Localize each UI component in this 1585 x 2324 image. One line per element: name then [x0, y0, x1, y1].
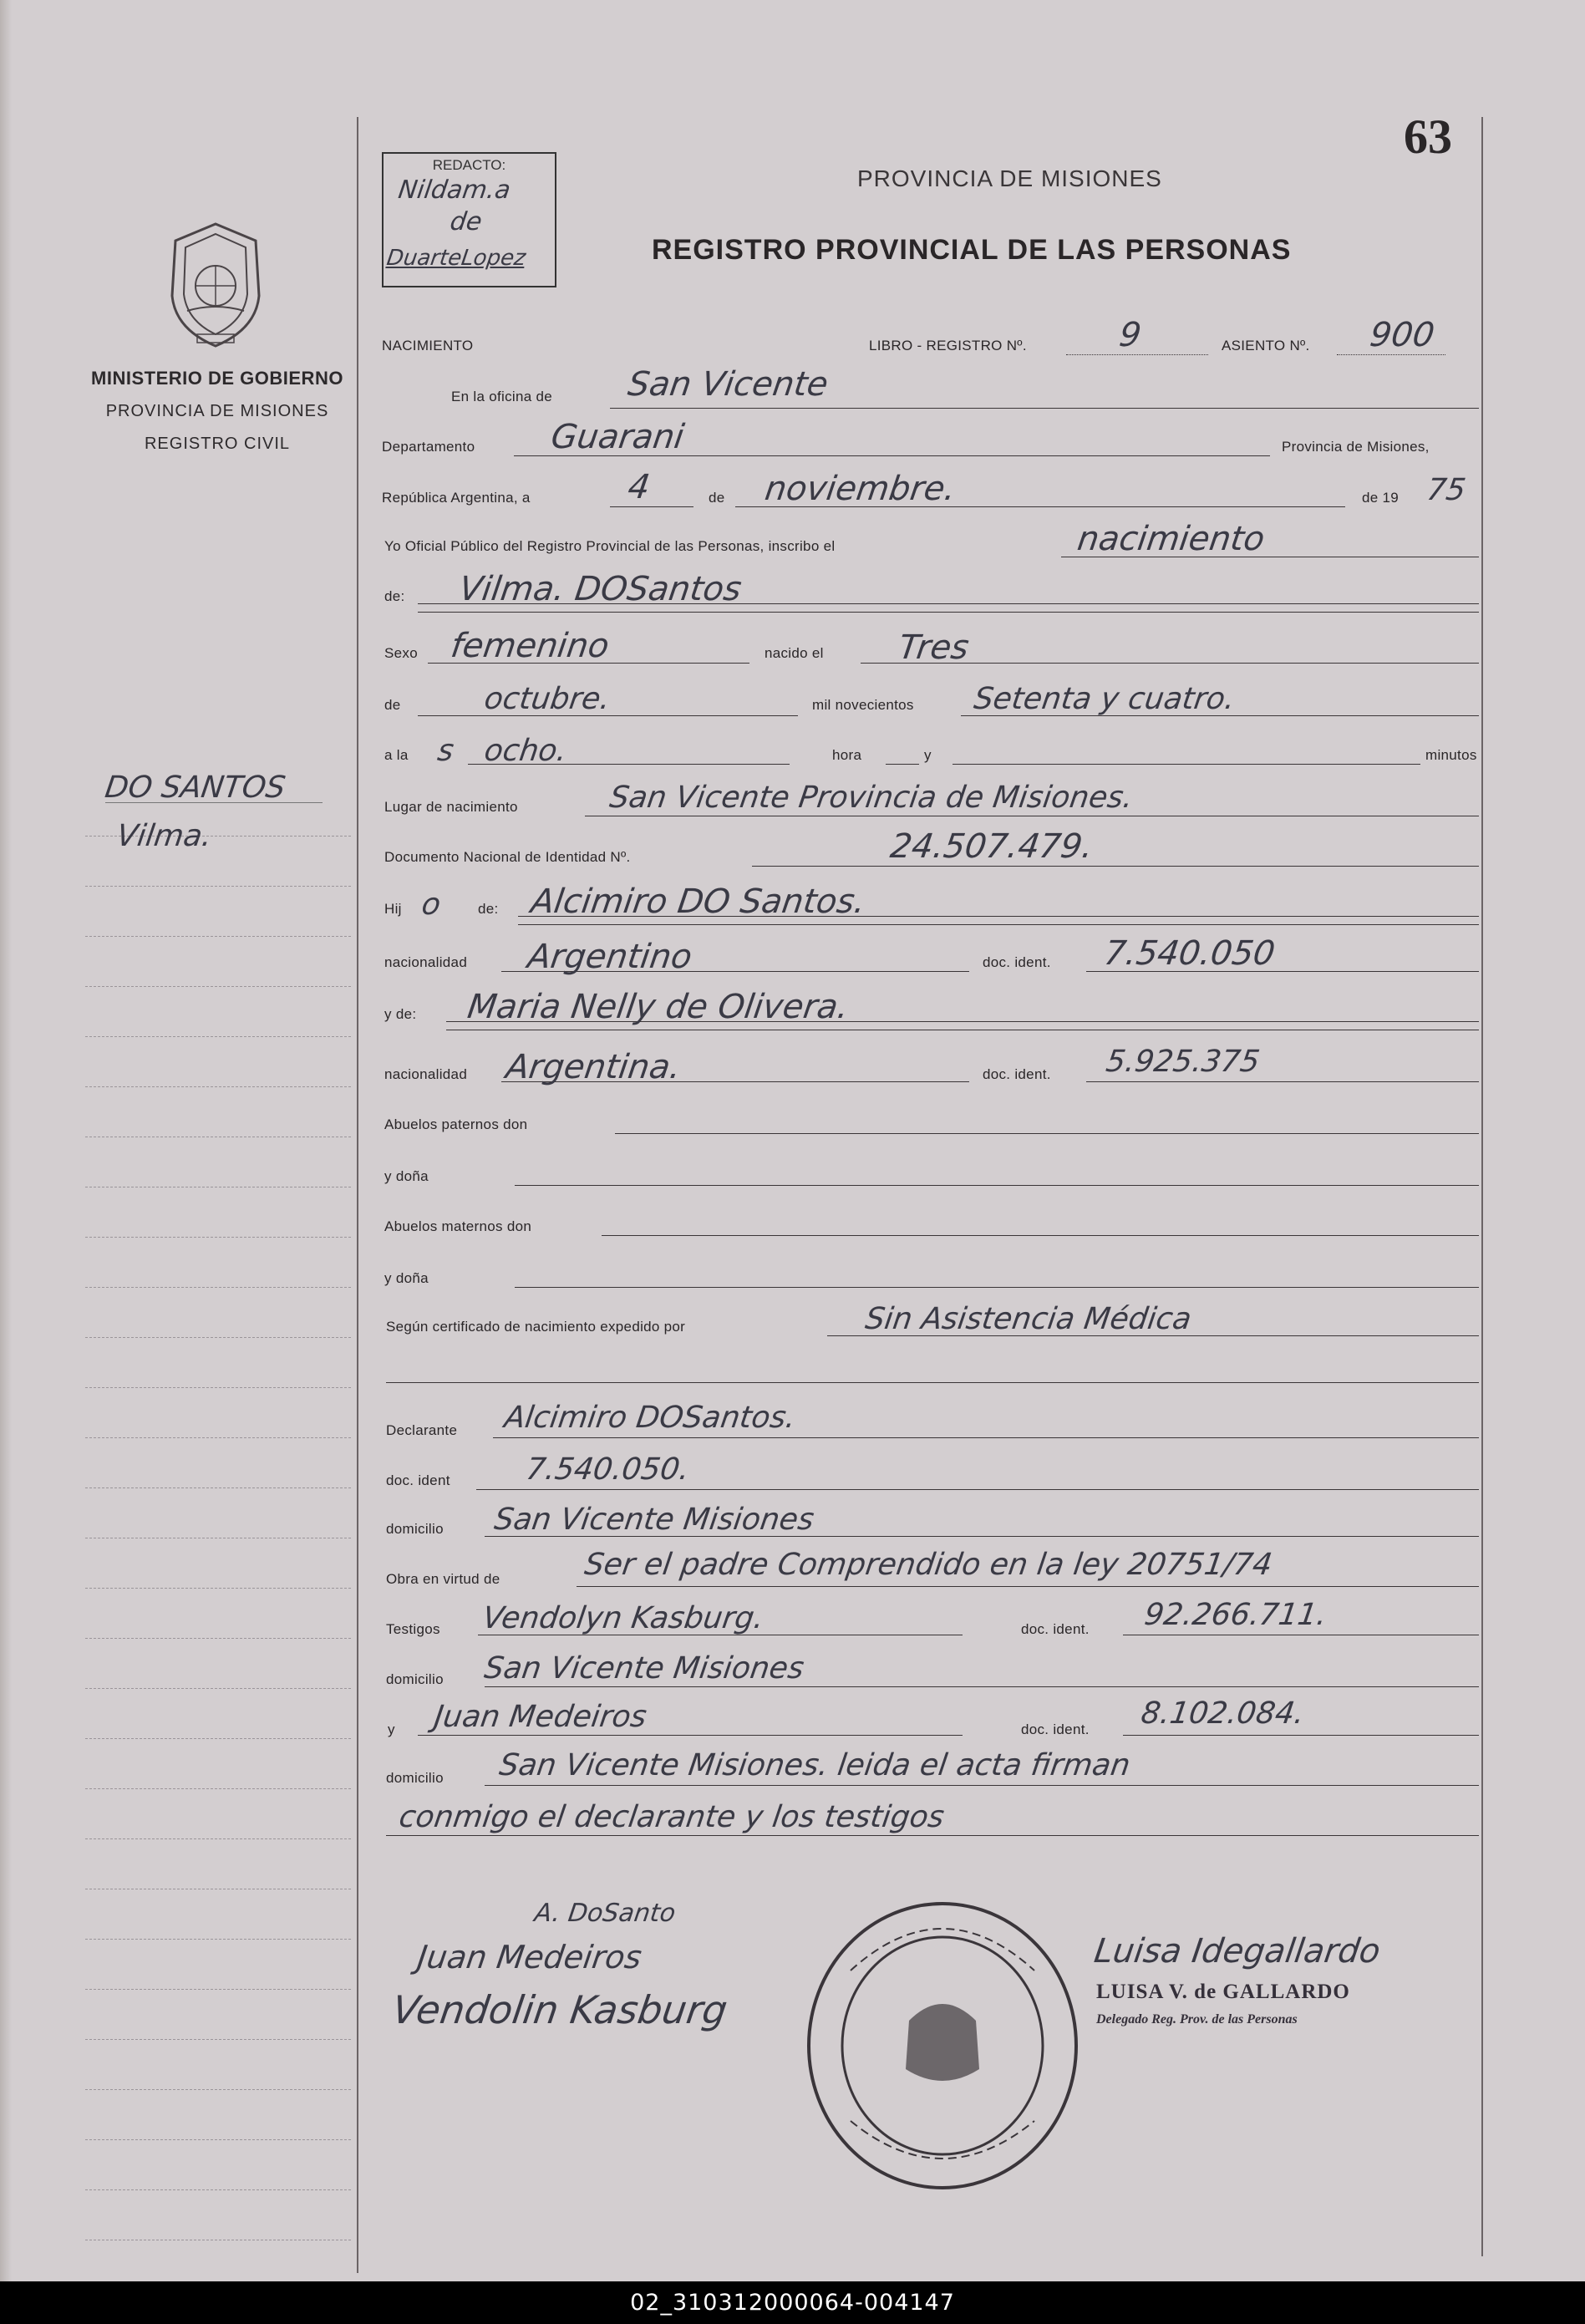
- label-testigo2-domicilio: domicilio: [386, 1770, 444, 1786]
- value-padre: Alcimiro DO Santos.: [528, 882, 868, 921]
- label-provincia: Provincia de Misiones,: [1282, 439, 1430, 455]
- label-oficial: Yo Oficial Público del Registro Provincial de las Personas, inscribo el: [384, 538, 836, 554]
- testigo1-dom-line: [485, 1686, 1479, 1687]
- abuela-paterna-line: [515, 1185, 1479, 1186]
- label-sexo: Sexo: [384, 645, 418, 661]
- margin-note-underline: [105, 802, 323, 803]
- value-hora-prefix: s: [435, 734, 456, 768]
- label-hijo-de: de:: [478, 901, 499, 917]
- margin-ruled-line: [85, 1086, 351, 1088]
- value-anio: 75: [1425, 473, 1468, 507]
- nombre-line-2: [418, 612, 1479, 613]
- label-madre-nacionalidad: nacionalidad: [384, 1066, 468, 1082]
- label-testigos: Testigos: [386, 1621, 440, 1637]
- label-padre-doc: doc. ident.: [983, 954, 1051, 970]
- declarante-doc-line: [476, 1489, 1479, 1490]
- right-rule: [1481, 117, 1483, 2256]
- label-testigo2-doc: doc. ident.: [1021, 1721, 1090, 1737]
- redactado-box: [382, 152, 556, 287]
- testigo2-dom-line: [485, 1785, 1479, 1786]
- province-heading: PROVINCIA DE MISIONES: [857, 165, 1162, 191]
- label-hora: hora: [832, 747, 862, 763]
- value-nacido-dia: Tres: [896, 628, 972, 667]
- label-mil: mil novecientos: [812, 697, 914, 713]
- value-hijo-suffix: o: [419, 887, 443, 922]
- margin-ruled-line: [85, 1688, 351, 1690]
- margin-ruled-line: [85, 1337, 351, 1339]
- declarante-line: [493, 1437, 1479, 1438]
- margin-note-given: Vilma.: [114, 819, 215, 853]
- value-declarante: Alcimiro DOSantos.: [502, 1401, 798, 1435]
- margin-note-surname: DO SANTOS: [103, 770, 287, 805]
- ministry-name: MINISTERIO DE GOBIERNO: [91, 368, 343, 389]
- margin-ruled-line: [85, 1638, 351, 1640]
- padre-line-2: [518, 924, 1479, 925]
- margin-ruled-line: [85, 1036, 351, 1038]
- asiento-line: [1337, 354, 1445, 355]
- stamp-role: Delegado Reg. Prov. de las Personas: [1096, 2012, 1298, 2027]
- label-hijo: Hij: [384, 901, 402, 917]
- label-declarante-domicilio: domicilio: [386, 1521, 444, 1537]
- value-acto: nacimiento: [1074, 520, 1267, 558]
- label-de-nacido-mes: de: [384, 697, 401, 713]
- redactado-surname: DuarteLopez: [384, 246, 527, 271]
- value-declarante-doc: 7.540.050.: [524, 1452, 692, 1487]
- label-obra: Obra en virtud de: [386, 1571, 500, 1587]
- label-y: y: [924, 747, 932, 763]
- nacido-mes-line: [418, 715, 798, 716]
- label-abuelos-maternos: Abuelos maternos don: [384, 1218, 532, 1234]
- label-libro: LIBRO - REGISTRO Nº.: [869, 338, 1027, 353]
- label-madre-doc: doc. ident.: [983, 1066, 1051, 1082]
- margin-ruled-line: [85, 2139, 351, 2141]
- margin-ruled-line: [85, 2240, 351, 2241]
- value-asiento: 900: [1367, 316, 1437, 354]
- testigo2-line: [418, 1735, 963, 1736]
- margin-ruled-line: [85, 1989, 351, 1991]
- label-testigo1-domicilio: domicilio: [386, 1671, 444, 1687]
- value-obra: Ser el padre Comprendido en la ley 20751/74: [582, 1548, 1275, 1582]
- archive-id-footer: 02_310312000064-004147: [0, 2281, 1585, 2324]
- value-dia: 4: [625, 468, 653, 506]
- oficina-line: [610, 408, 1479, 409]
- value-testigo1-doc: 92.266.711.: [1142, 1598, 1329, 1632]
- label-documento: Documento Nacional de Identidad Nº.: [384, 849, 631, 865]
- value-libro: 9: [1116, 316, 1144, 354]
- label-segun: Según certificado de nacimiento expedido por: [386, 1319, 686, 1335]
- label-abuela-paterna: y doña: [384, 1168, 429, 1184]
- obra-line: [577, 1586, 1479, 1587]
- value-testigo1: Vendolyn Kasburg.: [480, 1601, 766, 1635]
- hora-line-2: [886, 764, 919, 765]
- label-nacimiento: NACIMIENTO: [382, 338, 474, 353]
- value-hora: ocho.: [482, 734, 569, 768]
- margin-ruled-line: [85, 886, 351, 887]
- label-de-mes: de: [709, 490, 725, 506]
- value-madre-nac: Argentina.: [503, 1048, 683, 1086]
- margin-ruled-line: [85, 1237, 351, 1238]
- redactado-de: de: [448, 207, 484, 236]
- margin-ruled-line: [85, 1889, 351, 1890]
- label-testigo1-doc: doc. ident.: [1021, 1621, 1090, 1637]
- label-declarante: Declarante: [386, 1422, 458, 1438]
- value-nombre: Vilma. DOSantos: [456, 570, 744, 608]
- value-lugar: San Vicente Provincia de Misiones.: [607, 781, 1135, 815]
- margin-ruled-line: [85, 1788, 351, 1790]
- value-declarante-dom: San Vicente Misiones: [492, 1503, 816, 1537]
- label-minutos: minutos: [1425, 747, 1477, 763]
- testigo2-doc-line: [1123, 1735, 1479, 1736]
- margin-ruled-line: [85, 1287, 351, 1289]
- margin-ruled-line: [85, 1487, 351, 1489]
- page-number: 63: [1404, 109, 1452, 164]
- label-departamento: Departamento: [382, 439, 475, 455]
- value-testigo2: Juan Medeiros: [432, 1700, 649, 1734]
- certificado-line-2: [386, 1382, 1479, 1383]
- value-certificado: Sin Asistencia Médica: [863, 1302, 1194, 1336]
- signature-gallardo: Luisa Idegallardo: [1091, 1932, 1383, 1971]
- margin-ruled-line: [85, 936, 351, 938]
- redactado-label: REDACTO:: [432, 157, 506, 173]
- label-padre-nacionalidad: nacionalidad: [384, 954, 468, 970]
- abuela-materna-line: [515, 1287, 1479, 1288]
- dni-line: [752, 866, 1479, 867]
- ministry-province: PROVINCIA DE MISIONES: [105, 402, 329, 420]
- value-mes: noviembre.: [762, 470, 958, 508]
- value-nacido-anio: Setenta y cuatro.: [972, 682, 1237, 716]
- redactado-name: Nildam.a: [396, 175, 513, 205]
- label-nacido: nacido el: [765, 645, 824, 661]
- madre-doc-line: [1086, 1081, 1479, 1082]
- registry-heading: REGISTRO PROVINCIAL DE LAS PERSONAS: [652, 234, 1292, 266]
- coat-of-arms-icon: [157, 219, 274, 351]
- abuelo-materno-line: [602, 1235, 1479, 1236]
- margin-ruled-line: [85, 1137, 351, 1138]
- margin-ruled-line: [85, 2039, 351, 2041]
- value-departamento: Guarani: [548, 418, 687, 456]
- label-abuelos-paternos: Abuelos paternos don: [384, 1116, 528, 1132]
- libro-line: [1066, 354, 1208, 355]
- margin-ruled-line: [85, 1538, 351, 1539]
- value-padre-doc: 7.540.050: [1101, 934, 1278, 973]
- margin-ruled-line: [85, 1387, 351, 1389]
- signature-kasburg: Vendolin Kasburg: [389, 1987, 730, 2032]
- margin-ruled-line: [85, 1838, 351, 1840]
- margin-ruled-line: [85, 986, 351, 988]
- hora-line: [468, 764, 790, 765]
- value-padre-nac: Argentino: [525, 938, 695, 976]
- signature-medeiros: Juan Medeiros: [414, 1939, 644, 1976]
- value-madre: Maria Nelly de Olivera.: [465, 988, 851, 1026]
- label-republica: República Argentina, a: [382, 490, 531, 506]
- margin-ruled-line: [85, 2089, 351, 2091]
- value-testigo2-doc: 8.102.084.: [1139, 1696, 1307, 1731]
- label-asiento: ASIENTO Nº.: [1222, 338, 1310, 353]
- value-testigo1-dom: San Vicente Misiones: [482, 1651, 806, 1686]
- value-dni: 24.507.479.: [887, 827, 1095, 866]
- margin-ruled-line: [85, 1437, 351, 1439]
- stamp-name: LUISA V. de GALLARDO: [1096, 1981, 1350, 2003]
- value-testigo2-dom: San Vicente Misiones. leida el acta firman: [497, 1748, 1133, 1782]
- label-ala: a la: [384, 747, 409, 763]
- label-y-testigo: y: [388, 1721, 395, 1737]
- value-cierre: conmigo el declarante y los testigos: [397, 1800, 947, 1834]
- official-seal-icon: [800, 1895, 1085, 2196]
- minutos-line: [953, 764, 1420, 765]
- label-declarante-doc: doc. ident: [386, 1472, 450, 1488]
- signature-dosantos: A. DoSanto: [532, 1899, 678, 1928]
- label-lugar: Lugar de nacimiento: [384, 799, 518, 815]
- label-de-nombre: de:: [384, 588, 405, 604]
- label-de-anio: de 19: [1362, 490, 1400, 506]
- margin-ruled-line: [85, 1738, 351, 1740]
- cierre-line: [386, 1835, 1479, 1836]
- value-madre-doc: 5.925.375: [1104, 1045, 1262, 1079]
- ministry-registry: REGISTRO CIVIL: [144, 435, 291, 453]
- label-y-de: y de:: [384, 1006, 417, 1022]
- label-abuela-materna: y doña: [384, 1270, 429, 1286]
- value-sexo: femenino: [448, 627, 612, 665]
- margin-ruled-line: [85, 1588, 351, 1589]
- margin-ruled-line: [85, 1939, 351, 1940]
- margin-ruled-line: [85, 1187, 351, 1188]
- dia-line: [610, 506, 693, 507]
- value-oficina: San Vicente: [625, 365, 831, 404]
- value-nacido-mes: octubre.: [482, 682, 612, 716]
- abuelo-paterno-line: [615, 1133, 1479, 1134]
- label-oficina: En la oficina de: [451, 389, 553, 404]
- margin-ruled-line: [85, 2189, 351, 2191]
